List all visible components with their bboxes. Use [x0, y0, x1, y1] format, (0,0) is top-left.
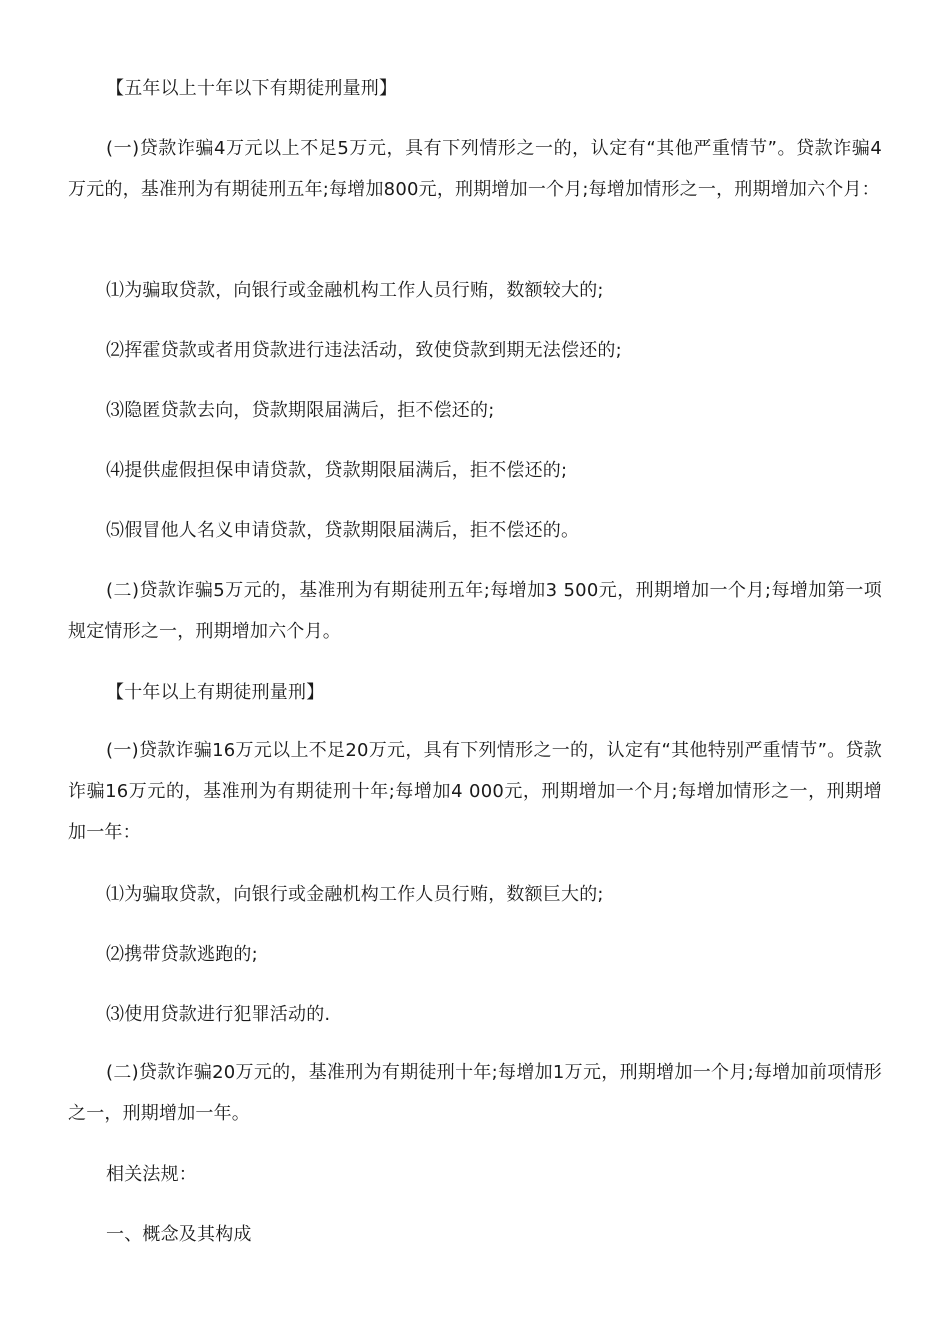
paragraph-clause-4: (二)贷款诈骗20万元的，基准刑为有期徒刑十年;每增加1万元，刑期增加一个月;每增加前项情形之一，刑期增加一年。 — [68, 1062, 882, 1124]
list-item-8: ⑶使用贷款进行犯罪活动的. — [106, 1004, 331, 1025]
list-item-1: ⑴为骗取贷款，向银行或金融机构工作人员行贿，数额较大的; — [106, 280, 604, 301]
paragraph-clause-1: (一)贷款诈骗4万元以上不足5万元，具有下列情形之一的，认定有“其他严重情节”。贷款诈骗4万元的，基准刑为有期徒刑五年;每增加800元，刑期增加一个月;每增加情形之一，刑期增加六个月： — [68, 138, 882, 200]
list-item-2: ⑵挥霍贷款或者用贷款进行违法活动，致使贷款到期无法偿还的; — [106, 340, 622, 361]
section-heading-five-to-ten-years: 【五年以上十年以下有期徒刑量刑】 — [106, 78, 398, 99]
related-regulations-label: 相关法规： — [106, 1164, 197, 1185]
paragraph-clause-2: (二)贷款诈骗5万元的，基准刑为有期徒刑五年;每增加3 500元，刑期增加一个月;每增加第一项规定情形之一，刑期增加六个月。 — [68, 580, 882, 642]
list-item-4: ⑷提供虚假担保申请贷款，贷款期限届满后，拒不偿还的; — [106, 460, 568, 481]
paragraph-clause-3: (一)贷款诈骗16万元以上不足20万元，具有下列情形之一的，认定有“其他特别严重情节”。贷款诈骗16万元的，基准刑为有期徒刑十年;每增加4 000元，刑期增加一个月;每增加情形之一，刑期增加一年： — [68, 740, 882, 843]
list-item-5: ⑸假冒他人名义申请贷款，贷款期限届满后，拒不偿还的。 — [106, 520, 580, 541]
section-heading-concept: 一、概念及其构成 — [106, 1224, 252, 1245]
list-item-6: ⑴为骗取贷款，向银行或金融机构工作人员行贿，数额巨大的; — [106, 884, 604, 905]
list-item-3: ⑶隐匿贷款去向，贷款期限届满后，拒不偿还的; — [106, 400, 495, 421]
list-item-7: ⑵携带贷款逃跑的; — [106, 944, 258, 965]
section-heading-over-ten-years: 【十年以上有期徒刑量刑】 — [106, 682, 325, 703]
